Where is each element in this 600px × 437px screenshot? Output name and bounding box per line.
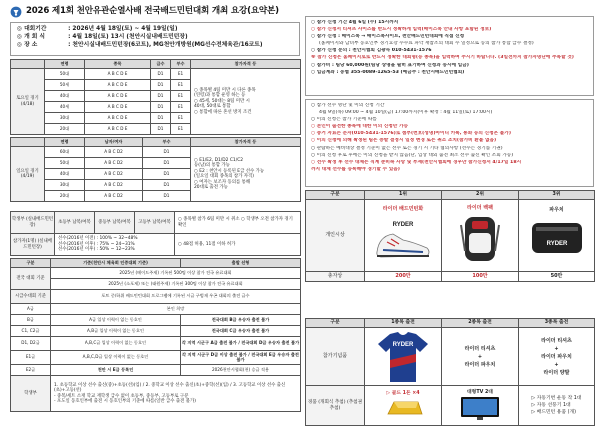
prize-3rd-value: 50만 [519, 272, 595, 282]
table-cell: D1 [143, 180, 191, 191]
table-cell: A급 [11, 304, 51, 315]
table-cell: 천안 시 E급 등록인 [51, 365, 181, 376]
table-cell: D1, D2급 [11, 337, 51, 351]
saturday-events-table [10, 59, 301, 135]
reg-line: ○ 입금계좌 : 농협 355-0089-1265-53 (예금주 : 천안시배드민턴협회) [311, 69, 465, 75]
reg-line: ※ 참가 신청은 홈페이지로로 반드시 정확한 대회명(등 종목)을 입력하여 주시기 바랍니다. (3일전까지 참가자명단에 주목할 것) [311, 55, 574, 61]
participation-gift-table [305, 318, 595, 426]
table-cell: A급 입상 이력이 없는 동호인 [51, 315, 181, 326]
gift-plus: + [554, 345, 559, 352]
th-rank-2: 2위 [442, 191, 519, 200]
saturday-label: 토요일 경기 (4/18) [11, 69, 45, 135]
th-gift-category: 구분 [306, 319, 365, 328]
criteria-table [10, 258, 301, 412]
table-cell: E1 [171, 113, 191, 124]
th-division: 부수 [143, 138, 191, 147]
reg-line: ○ 참가비 : 팀당 60,000원(팀당 상명을 필히 표기하여 신청과 동시에 입금) [311, 62, 469, 68]
table-cell: C1, C2급 [11, 326, 51, 337]
table-cell: 고등부 남복/여복 [135, 212, 175, 234]
table-cell: D1 [151, 113, 171, 124]
gift-item: 라이더 파우치 [541, 353, 572, 360]
table-cell: E1 [171, 124, 191, 135]
prize-value-label: 총자상 [306, 272, 365, 282]
reg-line: ○ 참가 신청서 티셔츠 사이즈를 반드시 정확하게 입력(배이스북 안내 사항 포함된 정보) [311, 27, 492, 33]
lucky-gold [365, 386, 442, 426]
gift-plus: + [477, 353, 483, 360]
table-cell: A,B급 입상 이력이 없는 동호인 [51, 326, 181, 337]
table-cell: B급 [11, 315, 51, 326]
page-title: 2026 제1회 천안유관순열사배 전국배드민턴대회 개최 요강(요약본) [26, 6, 279, 17]
table-cell: D1 [151, 124, 171, 135]
th-qualification: 참가자격 등 [191, 138, 301, 147]
gift-item: 라이더 파우치 [464, 361, 496, 368]
th-prize-category: 구분 [306, 191, 365, 200]
prize-1st-name: 라이더 배드민턴화 [382, 205, 424, 212]
event-info-box [10, 22, 300, 56]
table-cell: A,B,C,D급 입상 이력이 없는 동호인 [51, 351, 181, 365]
pouch-icon [528, 213, 586, 263]
table-cell: 20대 [45, 191, 85, 202]
reg-line: ○ 참가 신청 문의 : 천안시협회 김광득 010-5431-1576 [311, 48, 432, 54]
th-events: 종목 [85, 60, 151, 69]
table-cell: 30대 [45, 113, 85, 124]
gift-item: 라이더 티셔츠 [464, 345, 496, 352]
table-cell: E1 [171, 102, 191, 113]
table-cell: A B C D2 [85, 158, 143, 169]
lucky-others [519, 386, 595, 426]
table-cell: A B C D E [85, 102, 151, 113]
table-cell: A,B,C급 입상 이력이 없는 동호인 [51, 337, 181, 351]
table-cell: 2025년 (메이드주제) 기록된 500팀 이상 참가 전국 유료대회 [51, 268, 301, 279]
prize-1st-value: 200만 [365, 272, 442, 282]
th-grade: 급수 [151, 60, 171, 69]
tshirt-icon [374, 330, 432, 384]
student-note: ○ 종목별 참가 6팀 미만 시 취소 ○ 학생부 오전 참가자 경기 확인 [175, 212, 301, 234]
table-cell: 포트 중/하위 배드민턴대회 프로그램에 기록된 시급 구범재 우곤 대회의 출전 급수 [51, 290, 301, 304]
tv-icon [458, 395, 502, 421]
fee-details: 선수(2016년 이전) : 100% ~ 32~48% 선수(2016년 이후) : 75% ~ 24~31% 선수(2016년 이후) : 50% ~ 12~23% [55, 234, 175, 256]
table-cell: A B C D E [85, 124, 151, 135]
fee-note: ○ 48점 허용, 11점 이하 허가 [175, 234, 301, 256]
th-three-events: 3종목 출전 [519, 319, 595, 328]
table-cell: D1 [151, 80, 171, 91]
prize-3rd [519, 200, 595, 272]
th-criteria: 기준(천안시 체육회 인증대회 기준) [51, 259, 181, 268]
sunday-events-table [10, 137, 301, 202]
info-opening: ◎ 개 회 식 : 4월 18일(토) 13시 (천안시실내배드민턴장) [17, 33, 188, 40]
obj-line: ○ 관람하는 예비대상 결정 기준이 없는 선수 또는 경기 시 기타 협의사항 (선수는 경기를 기권) [311, 145, 503, 151]
prize-1st [365, 200, 442, 272]
table-cell: A B C D E [85, 69, 151, 80]
table-cell: D1 [143, 191, 191, 202]
table-cell: E1 [171, 80, 191, 91]
prize-2nd-value: 100만 [442, 272, 519, 282]
gift-plus: + [554, 361, 559, 368]
th-division: 부수 [171, 60, 191, 69]
th-two-events: 2종목 출전 [442, 319, 519, 328]
table-cell: 초등부 남복/여복 [55, 212, 95, 234]
th-qualification: 참가자격 등 [191, 60, 301, 69]
obj-line: ○ 본인이 출전한 종목에 대한 이의 신청만 가능 [311, 124, 409, 130]
student-criteria: 1. 초등학교 이상 선수 출신(중)+초등(선)(입) / 2. 중학교 이상 선수 출신(초)+중학(선)(입) / 3. 고등학교 이상 선수 출신(초)+고등(선) - 중복/세트 소재 학교 재학생 급수 없이 초등부, 중등부, 고등부로 구분 - 포도일 동호인부에 출전 시 동호인부의 기준에 따름(일반 급수 출전 불가) [51, 376, 301, 412]
th-age: 연령 [45, 138, 85, 147]
table-cell: 20대 [45, 124, 85, 135]
fee-label: 참가자(1명) (실내배드민턴장) [11, 234, 55, 256]
lucky-tv [442, 386, 519, 426]
obj-line: 4월 9일(목) 09:00 ~ 4월 10일(금) 17:00까지(이후 확정 : 4월 11일(토) 17:00시) [319, 110, 493, 116]
table-cell: 시급수대회 기준 [11, 290, 51, 304]
lucky-draw-label: 경품 (개회식 추첨) (추첨권 추첨) [306, 386, 365, 426]
table-cell: 40대 [45, 169, 85, 180]
th-category: 구분 [11, 259, 51, 268]
saturday-notes: ○ 종목별 4팀 미만 시 다른 종목 (연령)과 통합 운영 하는 등 ○ 45세, 50대는 8팀 미만 시 40대, 50대로 통합 ○ 통합에 따른 혼선 방지 조건 [191, 69, 301, 135]
table-cell: E2급 [11, 365, 51, 376]
registration-box [305, 16, 594, 96]
table-cell: D1 [151, 69, 171, 80]
th-gender: 남자/여자 [85, 138, 143, 147]
table-cell: D1 [151, 102, 171, 113]
th-rank-1: 1위 [365, 191, 442, 200]
th-rank-3: 3위 [519, 191, 595, 200]
table-cell: 2026천안시협회(천) 승급 적용 [181, 365, 301, 376]
prize-2nd [442, 200, 519, 272]
brand-text: RYDER [546, 241, 567, 248]
page-header [10, 3, 300, 21]
obj-line: ○ 선수 확정 후 선수 대체는 직계 준비속 사망 및 부재(천안시협회에 경우만 참가신청서 4/17일 18시 [311, 159, 522, 165]
table-cell: 전국대회 C급 우승자 출전 불가 [181, 326, 301, 337]
info-date: ◎ 대회기간 : 2026년 4월 18일(토) ~ 4월 19일(일) [17, 26, 178, 32]
gold-bar-icon [382, 396, 424, 420]
sunday-notes: ○ E1/E2, D1/D2 C1/C2 등(남)의 통합 가능 ○ E2 : 천안시 등록된 E급 선수 가능 (일요일 대회 종목의 참가 자격) ○ 여자는 보조자 동의를 통해 20대로 출전 가능 [191, 147, 301, 202]
th-one-event: 1종목 출전 [365, 319, 442, 328]
backpack-icon [453, 211, 507, 265]
table-cell: 본인 희망 [51, 304, 301, 315]
info-venue: ◎ 장 소 : 천안시실내배드민턴장(6코트), MG천안개방원(MG선수전체육관/16코트) [17, 41, 263, 48]
sunday-label: 일요일 경기 (4/19) [11, 147, 45, 202]
th-age: 연령 [45, 60, 85, 69]
table-cell: D1 [151, 91, 171, 102]
table-cell: 각 지역 시군구 D급 이상 출전 불가 / 전국대회 E급 우승자 출전 불가 [181, 351, 301, 365]
table-cell: 중등부 남복/여복 [95, 212, 135, 234]
table-cell: 40대 [45, 91, 85, 102]
table-cell: A B C D E [85, 113, 151, 124]
table-cell: E1급 [11, 351, 51, 365]
table-cell: 40세 [45, 102, 85, 113]
student-fee-table [10, 211, 301, 256]
table-cell: 50대 [45, 158, 85, 169]
shuttlecock-icon [10, 6, 22, 18]
prize-2nd-name: 라이더 백팩 [467, 204, 493, 211]
lucky-item: ▷ 자동기번 운동 작 1대 [531, 395, 582, 401]
shoes-icon [373, 212, 433, 264]
gift-item: 라이더 티셔츠 [541, 337, 572, 344]
tv-caption: 대형TV 2대 [467, 389, 493, 395]
obj-line: ○ 증거 자료는 문자(010-5431-1576)로 첨부(번호(성명)아이디 카톡, 통화 등의 신청은 불가) [311, 131, 511, 137]
table-cell: D1 [143, 169, 191, 180]
obj-line: ○ 이의 신청에 의해 확정된 팀은 증발 결정시 일정 변경 또는 취소 조치(참가비 환불 없음) [311, 138, 497, 144]
individual-prize-table [305, 190, 595, 282]
reg-line: ○ 참가 신청 : 배이스북 → 배이스북사이트, 천안배드민턴대회에 직접 신청 [311, 34, 465, 40]
th-section [11, 138, 45, 147]
lucky-item: ▷ 자동 선풍기 1대 [531, 402, 571, 408]
gift-three-events [519, 328, 595, 386]
obj-line: 까지 대체 선수를 등록해야 경기할 수 있음) [311, 166, 400, 172]
table-cell: A B C D2 [85, 147, 143, 158]
obj-line: ○ 참가 선수 명단 및 이의 신청 기간 [311, 103, 385, 108]
gift-one-event [365, 328, 442, 386]
table-cell: E1 [171, 69, 191, 80]
table-cell: A B C D E [85, 80, 151, 91]
prize-3rd-name: 파우치 [549, 206, 564, 213]
table-cell: A B C D2 [85, 180, 143, 191]
reg-line: (홈페이지와 남녀부 동호인부 경기요강 수수료 파악 재참조의 대회 수 일정으로 동의 참가 통합 급수 결정) [319, 41, 534, 47]
objection-box [305, 99, 594, 187]
prize-row-label: 개인시상 [306, 200, 365, 272]
table-cell: A B C D E [85, 91, 151, 102]
table-cell: 30대 [45, 180, 85, 191]
table-cell: D1 [143, 147, 191, 158]
gift-two-events [442, 328, 519, 386]
student-label: 학생부 (실내배드민턴장) [11, 212, 55, 234]
table-cell: 전국 대회 기준 [11, 268, 51, 290]
brand-text: RYDER [392, 341, 414, 348]
table-cell: 각 지역 시군구 A급 출전 불가 / 전국대회 D급 우승자 출전 불가 [181, 337, 301, 351]
th-result: 출발 선형 [181, 259, 301, 268]
table-cell: 50세 [45, 80, 85, 91]
table-cell: 50대 [45, 69, 85, 80]
table-cell: 학생부 [11, 376, 51, 412]
table-cell: A B C D2 [85, 169, 143, 180]
table-cell: 2025년 (소포제) 또는 (태원주제) 기록된 300팀 이상 참가 전국 유료대회 [51, 279, 301, 290]
table-cell: E1 [171, 91, 191, 102]
gold-caption: ▷ 골드 1돈 ×4 [386, 390, 420, 396]
gift-row-label: 참가기념품 [306, 328, 365, 386]
reg-line: ○ 참가 신청 기간 4월 6일 (수) 15시까지 [311, 20, 399, 25]
lucky-item: ▷ 배드민턴 용품 (개) [531, 410, 576, 416]
table-cell: 60대 [45, 147, 85, 158]
gift-item: 라이더 양말 [543, 369, 570, 376]
th-section [11, 60, 45, 69]
obj-line: ○ 이의 신청은 참가 기준에 따름 [311, 117, 377, 123]
brand-text: RYDER [392, 222, 414, 229]
table-cell: 전국대회 B급 우승자 출전 불가 [181, 315, 301, 326]
table-cell: A B C D2 [85, 191, 143, 202]
table-cell: D1 [143, 158, 191, 169]
obj-line: ○ 이의 신청 후로 후에는 이의 신청을 받지 않음(단, 입상 대외 출전 최소 선수 출신 확인 조회 가능) [311, 152, 514, 158]
